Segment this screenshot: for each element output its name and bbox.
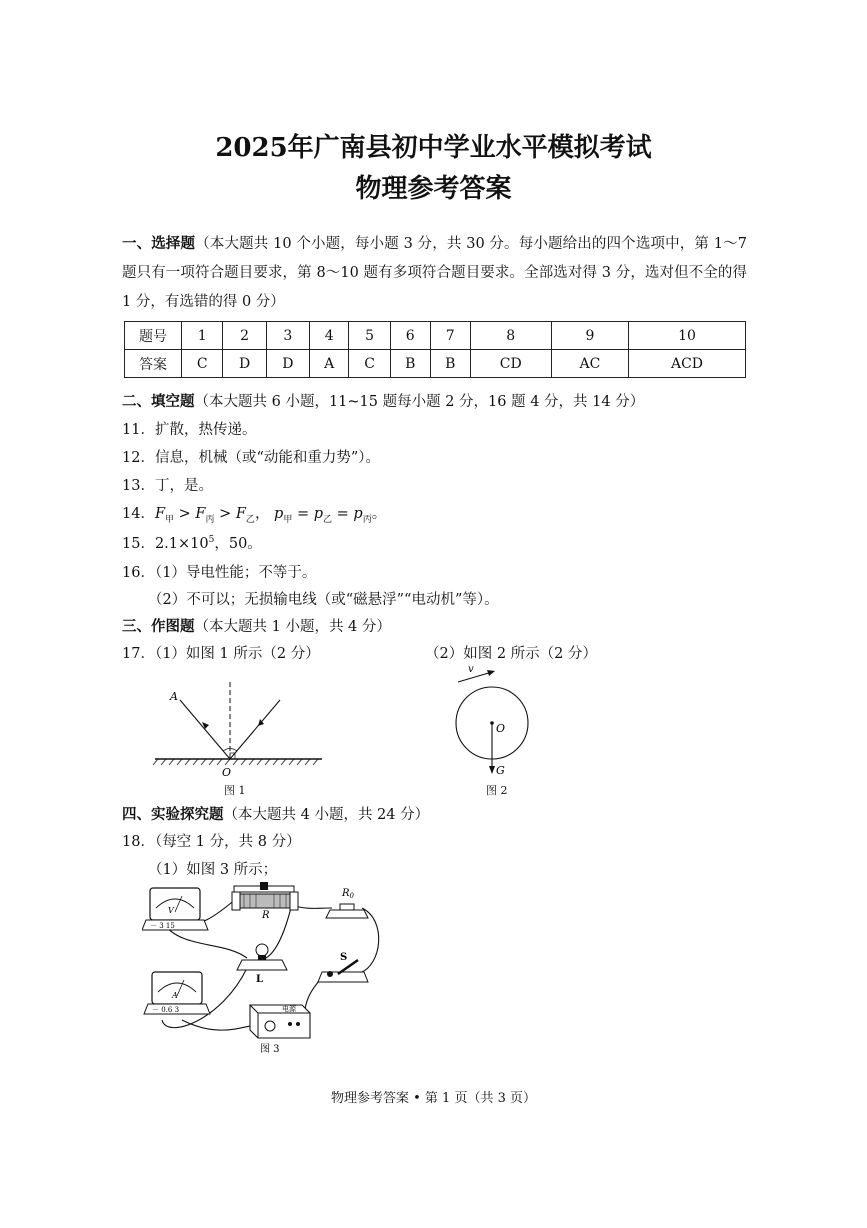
section4-heading: 四、实验探究题 [122,806,224,823]
sub-jia: 甲 [165,514,175,525]
period: 。 [371,506,387,522]
power-supply [250,1004,310,1038]
eq-sign: = [292,506,314,522]
table-cell: 7 [430,322,470,350]
pressure-symbol: p [274,506,284,522]
answer-q13: 13．丁，是。 [122,478,213,494]
table-label-answer: 答案 [125,350,182,378]
q14-number: 14． [122,506,155,522]
sub-yi: 乙 [245,514,255,525]
section2-heading: 二、填空题 [122,393,195,410]
rheostat [232,882,298,921]
answer-q18: 18．（每空 1 分，共 8 分） [122,834,301,850]
page-footer: 物理参考答案 • 第 1 页（共 3 页） [330,1091,536,1106]
r0-label [341,888,355,900]
ammeter [144,972,210,1014]
eq-sign: = [332,506,354,522]
table-row-answers [125,350,746,378]
voltmeter-label: V [168,906,174,915]
section2-intro [122,390,644,411]
fig2-label-O: O [496,722,506,735]
table-cell: 4 [309,322,348,350]
gt-sign: > [214,506,236,522]
table-cell: D [266,350,309,378]
pressure-symbol: p [353,506,363,522]
table-cell: AC [551,350,628,378]
lamp-label: L [256,974,264,985]
q15-pre: 15．2.1×10 [122,536,209,552]
answer-q11: 11．扩散，热传递。 [122,422,257,438]
fig2-label-v: v [468,664,474,675]
pressure-symbol: p [313,506,324,522]
answer-q16-1: 16．（1）导电性能；不等于。 [122,565,317,581]
answer-q16-2: （2）不可以；无损输电线（或“磁悬浮”“电动机”等）。 [148,592,499,608]
table-cell: 2 [223,322,266,350]
table-cell: B [390,350,430,378]
answer-q17-1: 17．（1）如图 1 所示（2 分） [122,646,320,662]
table-cell: 6 [390,322,430,350]
sub-yi: 乙 [323,514,333,525]
force-symbol: F [154,506,166,522]
table-cell: D [223,350,266,378]
answer-q14 [122,502,386,525]
section1-desc: （本大题共 10 个小题，每小题 3 分，共 30 分。每小题给出的四个选项中，第 1～7 题只有一项符合题目要求，第 8～10 题有多项符合题目要求。全部选对得 3 分，选对但不全的得 1 分，有选错的得 0 分） [122,236,747,310]
lamp [237,944,287,985]
r0-letter: R [342,888,350,899]
voltmeter-scale: － 3 15 [150,922,175,930]
table-cell: 3 [266,322,309,350]
table-cell: 10 [629,322,746,350]
q15-exponent: 5 [208,535,215,546]
table-cell: B [430,350,470,378]
rheostat-label: R [262,910,270,921]
gt-sign: > [174,506,196,522]
switch [318,952,368,982]
exam-title: 2025年广南县初中学业水平模拟考试 [215,133,652,163]
figure2-caption: 图 2 [486,784,508,797]
force-symbol: F [235,506,246,522]
fixed-resistor [326,888,368,918]
comma: ， [254,506,270,522]
table-cell: CD [470,350,551,378]
answer-q17-2: （2）如图 2 所示（2 分） [425,646,598,662]
answer-title: 物理参考答案 [355,174,512,204]
table-cell: ACD [629,350,746,378]
answer-q18-1: （1）如图 3 所示； [148,862,278,878]
r0-subscript: 0 [349,892,354,900]
q15-post: ，50。 [214,536,262,552]
answer-q12: 12．信息，机械（或“动能和重力势”）。 [122,450,381,466]
ammeter-label: A [172,991,178,1000]
table-cell: 1 [182,322,223,350]
section1-heading: 一、选择题 [122,235,196,252]
section4-desc: （本大题共 4 小题，共 24 分） [223,807,430,823]
section4-intro [122,803,429,824]
table-cell: C [349,350,390,378]
ammeter-scale: － 0.6 3 [152,1006,180,1014]
section1-intro [122,229,747,317]
figure3-circuit-diagram [142,880,392,1055]
power-label: 电源 [282,1005,296,1013]
section3-intro [122,615,391,636]
force-symbol: F [195,506,206,522]
fig1-label-A: A [170,690,178,703]
voltmeter [142,888,208,930]
figure3-caption: 图 3 [260,1044,280,1055]
table-cell: A [309,350,348,378]
table-cell: 5 [349,322,390,350]
table-cell: 9 [551,322,628,350]
answer-q15 [122,532,262,553]
fig1-label-O: O [222,766,232,779]
figure1-reflection-diagram [150,672,330,792]
table-cell: C [182,350,223,378]
table-label-number: 题号 [125,322,182,350]
section3-heading: 三、作图题 [122,618,195,635]
table-cell: 8 [470,322,551,350]
section3-desc: （本大题共 1 小题，共 4 分） [194,619,391,635]
figure1-caption: 图 1 [224,784,246,797]
switch-label: S [340,952,348,963]
sub-jia: 甲 [283,514,293,525]
choice-answer-table [124,321,746,378]
section2-desc: （本大题共 6 小题，11~15 题每小题 2 分，16 题 4 分，共 14 分） [194,394,645,410]
table-row-numbers [125,322,746,350]
sub-bing: 丙 [362,514,372,525]
fig2-label-G: G [496,764,505,777]
sub-bing: 丙 [205,514,215,525]
figure2-circle-diagram [440,660,550,785]
